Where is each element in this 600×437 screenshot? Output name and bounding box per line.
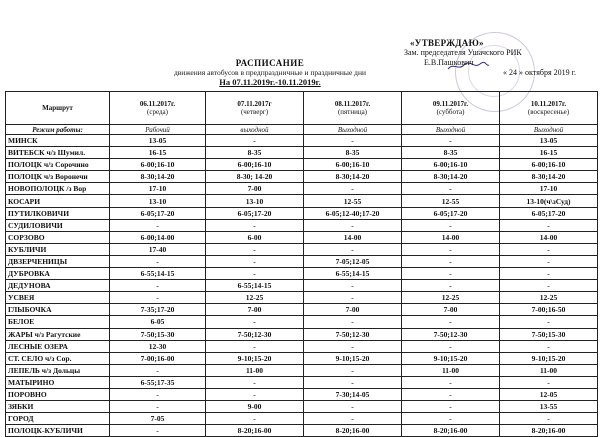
departure-times: 6-00;16-10 xyxy=(206,159,304,171)
table-header-row xyxy=(6,92,598,125)
departure-times: 6-05;17-20 xyxy=(500,207,598,219)
departure-times: - xyxy=(402,255,500,267)
departure-times: - xyxy=(206,413,304,425)
departure-times: - xyxy=(304,280,402,292)
table-row xyxy=(6,425,598,437)
departure-times: 8-30;14-20 xyxy=(110,171,206,183)
departure-times: - xyxy=(110,280,206,292)
column-header-date: 06.11.2017г. (среда) xyxy=(110,92,206,125)
departure-times: - xyxy=(402,183,500,195)
departure-times: 8-30;14-20 xyxy=(500,171,598,183)
departure-times: 8-20;16-00 xyxy=(304,425,402,437)
departure-times: - xyxy=(304,401,402,413)
departure-times: - xyxy=(304,413,402,425)
departure-times: - xyxy=(110,255,206,267)
work-mode-cell: Выходной xyxy=(304,125,402,135)
table-row xyxy=(6,340,598,352)
departure-times: 7-00 xyxy=(206,304,304,316)
departure-times: - xyxy=(110,364,206,376)
departure-times: 13-10 xyxy=(110,195,206,207)
departure-times: 13-55 xyxy=(500,401,598,413)
departure-times: 6-05;17-20 xyxy=(206,207,304,219)
departure-times: 13-10 xyxy=(206,195,304,207)
departure-times: 8-20;16-00 xyxy=(206,425,304,437)
approval-signature-name: Е.В.Пашкович xyxy=(424,58,474,67)
departure-times: - xyxy=(402,219,500,231)
departure-times: 11-00 xyxy=(402,364,500,376)
departure-times: - xyxy=(402,340,500,352)
table-row xyxy=(6,316,598,328)
departure-times: - xyxy=(206,219,304,231)
departure-times: 12-25 xyxy=(402,292,500,304)
departure-times: - xyxy=(402,401,500,413)
route-name: ЛЕСНЫЕ ОЗЕРА xyxy=(6,340,110,352)
departure-times: - xyxy=(500,243,598,255)
departure-times: 6-05 xyxy=(110,316,206,328)
departure-times: 11-00 xyxy=(500,364,598,376)
table-row xyxy=(6,147,598,159)
route-name: КУБЛИЧИ xyxy=(6,243,110,255)
departure-times: 9-10;15-20 xyxy=(402,352,500,364)
departure-times: 8-30;14-20 xyxy=(402,171,500,183)
departure-times: 17-40 xyxy=(110,243,206,255)
departure-times: 17-10 xyxy=(110,183,206,195)
route-name: УСВЕЯ xyxy=(6,292,110,304)
work-mode-cell: Выходной xyxy=(500,125,598,135)
table-row xyxy=(6,292,598,304)
route-name: ПУТИЛКОВИЧИ xyxy=(6,207,110,219)
departure-times: - xyxy=(304,340,402,352)
departure-times: - xyxy=(304,219,402,231)
departure-times: 12-25 xyxy=(500,292,598,304)
departure-times: 6-05;17-20 xyxy=(402,207,500,219)
departure-times: 8-35 xyxy=(206,147,304,159)
departure-times: - xyxy=(500,376,598,388)
table-row xyxy=(6,183,598,195)
approval-title: «УТВЕРЖДАЮ» xyxy=(410,38,484,48)
route-name: ДВЗЕРЧЕНИЦЫ xyxy=(6,255,110,267)
column-header-date: 07.11.2017г (четверг) xyxy=(206,92,304,125)
table-row xyxy=(6,135,598,147)
departure-times: - xyxy=(304,364,402,376)
departure-times: 6-00;14-00 xyxy=(110,231,206,243)
departure-times: - xyxy=(402,316,500,328)
table-row xyxy=(6,171,598,183)
route-name: КОСАРИ xyxy=(6,195,110,207)
departure-times: 8-30; 14-20 xyxy=(206,171,304,183)
departure-times: - xyxy=(402,376,500,388)
departure-times: 8-30;14-20 xyxy=(304,171,402,183)
departure-times: 7-05 xyxy=(110,413,206,425)
table-row xyxy=(6,255,598,267)
table-row xyxy=(6,376,598,388)
table-row xyxy=(6,280,598,292)
document-header xyxy=(140,58,400,87)
departure-times: - xyxy=(500,219,598,231)
departure-times: - xyxy=(402,388,500,400)
departure-times: 13-10(ч\зСуд) xyxy=(500,195,598,207)
table-row xyxy=(6,328,598,340)
departure-times: 6-05;12-40;17-20 xyxy=(304,207,402,219)
departure-times: 6-00 xyxy=(206,231,304,243)
departure-times: 8-20;16-00 xyxy=(500,425,598,437)
departure-times: - xyxy=(206,388,304,400)
departure-times: 7-05;12-05 xyxy=(304,255,402,267)
departure-times: - xyxy=(500,413,598,425)
departure-times: - xyxy=(206,376,304,388)
departure-times: 7-35;17-20 xyxy=(110,304,206,316)
table-row xyxy=(6,243,598,255)
departure-times: 12-25 xyxy=(206,292,304,304)
departure-times: - xyxy=(500,268,598,280)
departure-times: - xyxy=(206,340,304,352)
table-row xyxy=(6,364,598,376)
table-row xyxy=(6,388,598,400)
table-row xyxy=(6,413,598,425)
departure-times: 14-00 xyxy=(304,231,402,243)
departure-times: 7-00;16-50 xyxy=(500,304,598,316)
departure-times: - xyxy=(500,340,598,352)
departure-times: - xyxy=(206,316,304,328)
document-title: РАСПИСАНИЕ xyxy=(235,58,305,68)
departure-times: 17-10 xyxy=(500,183,598,195)
departure-times: 12-55 xyxy=(304,195,402,207)
departure-times: - xyxy=(304,183,402,195)
column-header-date: 09.11.2017г. (суббота) xyxy=(402,92,500,125)
route-name: МАТЫРИНО xyxy=(6,376,110,388)
table-row xyxy=(6,159,598,171)
table-row xyxy=(6,401,598,413)
route-name: ДЕДУНОВА xyxy=(6,280,110,292)
column-header-route: Маршрут xyxy=(6,92,110,125)
work-mode-cell: Выходной xyxy=(402,125,500,135)
departure-times: - xyxy=(110,219,206,231)
departure-times: - xyxy=(110,401,206,413)
approval-date: « 24 » октября 2019 г. xyxy=(503,68,576,77)
departure-times: 9-00 xyxy=(206,401,304,413)
departure-times: - xyxy=(304,376,402,388)
departure-times: 9-10;15-20 xyxy=(206,352,304,364)
departure-times: - xyxy=(500,255,598,267)
work-mode-cell: Рабочий xyxy=(110,125,206,135)
route-name: ГЛЫБОЧКА xyxy=(6,304,110,316)
route-name: ЖАРЫ ч/з Рагутские xyxy=(6,328,110,340)
route-name: ЗЯБКИ xyxy=(6,401,110,413)
departure-times: 6-00;16-10 xyxy=(110,159,206,171)
table-row xyxy=(6,268,598,280)
departure-times: 7-50;12-30 xyxy=(304,328,402,340)
departure-times: 6-55;14-15 xyxy=(304,268,402,280)
departure-times: 13-05 xyxy=(110,135,206,147)
departure-times: 6-00;16-10 xyxy=(500,159,598,171)
table-row xyxy=(6,207,598,219)
departure-times: 13-05 xyxy=(500,135,598,147)
table-row xyxy=(6,231,598,243)
work-mode-row xyxy=(6,125,598,135)
departure-times: 12-55 xyxy=(402,195,500,207)
document-subtitle: движения автобусов в предпраздничные и праздничные дни xyxy=(173,68,367,77)
departure-times: - xyxy=(206,268,304,280)
departure-times: 11-00 xyxy=(206,364,304,376)
departure-times: 7-00 xyxy=(304,304,402,316)
route-name: ЛЕПЕЛЬ ч/з Дольцы xyxy=(6,364,110,376)
departure-times: 6-55;14-15 xyxy=(110,268,206,280)
route-name: МИНСК xyxy=(6,135,110,147)
table-row xyxy=(6,195,598,207)
column-header-date: 08.11.2017г. (пятница) xyxy=(304,92,402,125)
departure-times: 9-10;15-20 xyxy=(500,352,598,364)
departure-times: 7-00 xyxy=(402,304,500,316)
bus-schedule-table xyxy=(5,91,598,437)
column-header-date: 10.11.2017г. (воскресенье) xyxy=(500,92,598,125)
departure-times: - xyxy=(402,243,500,255)
route-name: ГОРОД xyxy=(6,413,110,425)
route-name: ПОЛОЦК ч/з Воронечи xyxy=(6,171,110,183)
departure-times: - xyxy=(304,292,402,304)
departure-times: - xyxy=(206,255,304,267)
departure-times: - xyxy=(110,425,206,437)
departure-times: 6-00;16-10 xyxy=(402,159,500,171)
document-period: На 07.11.2019г.-10.11.2019г. xyxy=(219,77,321,87)
departure-times: 8-20;16-00 xyxy=(402,425,500,437)
departure-times: - xyxy=(402,268,500,280)
departure-times: - xyxy=(304,316,402,328)
departure-times: 7-50;12-30 xyxy=(206,328,304,340)
departure-times: - xyxy=(500,316,598,328)
departure-times: 6-55;17-35 xyxy=(110,376,206,388)
departure-times: 14-00 xyxy=(500,231,598,243)
route-name: ПОРОВНО xyxy=(6,388,110,400)
departure-times: 12-05 xyxy=(500,388,598,400)
route-name: СУДИЛОВИЧИ xyxy=(6,219,110,231)
departure-times: - xyxy=(304,135,402,147)
departure-times: 7-50;15-30 xyxy=(500,328,598,340)
departure-times: - xyxy=(206,135,304,147)
departure-times: 8-35 xyxy=(402,147,500,159)
departure-times: 6-05;17-20 xyxy=(110,207,206,219)
departure-times: 6-55;14-15 xyxy=(206,280,304,292)
departure-times: 9-10;15-20 xyxy=(304,352,402,364)
work-mode-label: Режим работы: xyxy=(6,125,110,135)
table-row xyxy=(6,304,598,316)
table-row xyxy=(6,219,598,231)
route-name: ПОЛОЦК-КУБЛИЧИ xyxy=(6,425,110,437)
table-row xyxy=(6,352,598,364)
route-name: ДУБРОВКА xyxy=(6,268,110,280)
route-name: ВИТЕБСК ч/з Шумил. xyxy=(6,147,110,159)
departure-times: 7-30;14-05 xyxy=(304,388,402,400)
departure-times: - xyxy=(110,292,206,304)
departure-times: - xyxy=(402,135,500,147)
departure-times: 16-15 xyxy=(500,147,598,159)
departure-times: - xyxy=(402,280,500,292)
approval-position: Зам. председателя Ушачского РИК xyxy=(404,48,522,57)
route-name: СТ. СЕЛО ч/з Сор. xyxy=(6,352,110,364)
approval-block xyxy=(404,38,594,78)
departure-times: 7-00 xyxy=(206,183,304,195)
route-name: НОВОПОЛОЦК /з Вор xyxy=(6,183,110,195)
departure-times: 8-35 xyxy=(304,147,402,159)
departure-times: 14-00 xyxy=(402,231,500,243)
departure-times: - xyxy=(110,388,206,400)
route-name: СОРЗОВО xyxy=(6,231,110,243)
departure-times: 12-30 xyxy=(110,340,206,352)
departure-times: 7-00;16-00 xyxy=(110,352,206,364)
departure-times: 6-00;16-10 xyxy=(304,159,402,171)
route-name: БЕЛОЕ xyxy=(6,316,110,328)
departure-times: 7-50;15-30 xyxy=(110,328,206,340)
departure-times: - xyxy=(500,280,598,292)
departure-times: 7-50;12-30 xyxy=(402,328,500,340)
work-mode-cell: выходной xyxy=(206,125,304,135)
departure-times: - xyxy=(304,243,402,255)
route-name: ПОЛОЦК ч/з Сорочино xyxy=(6,159,110,171)
departure-times: - xyxy=(402,413,500,425)
departure-times: - xyxy=(206,243,304,255)
departure-times: 16-15 xyxy=(110,147,206,159)
